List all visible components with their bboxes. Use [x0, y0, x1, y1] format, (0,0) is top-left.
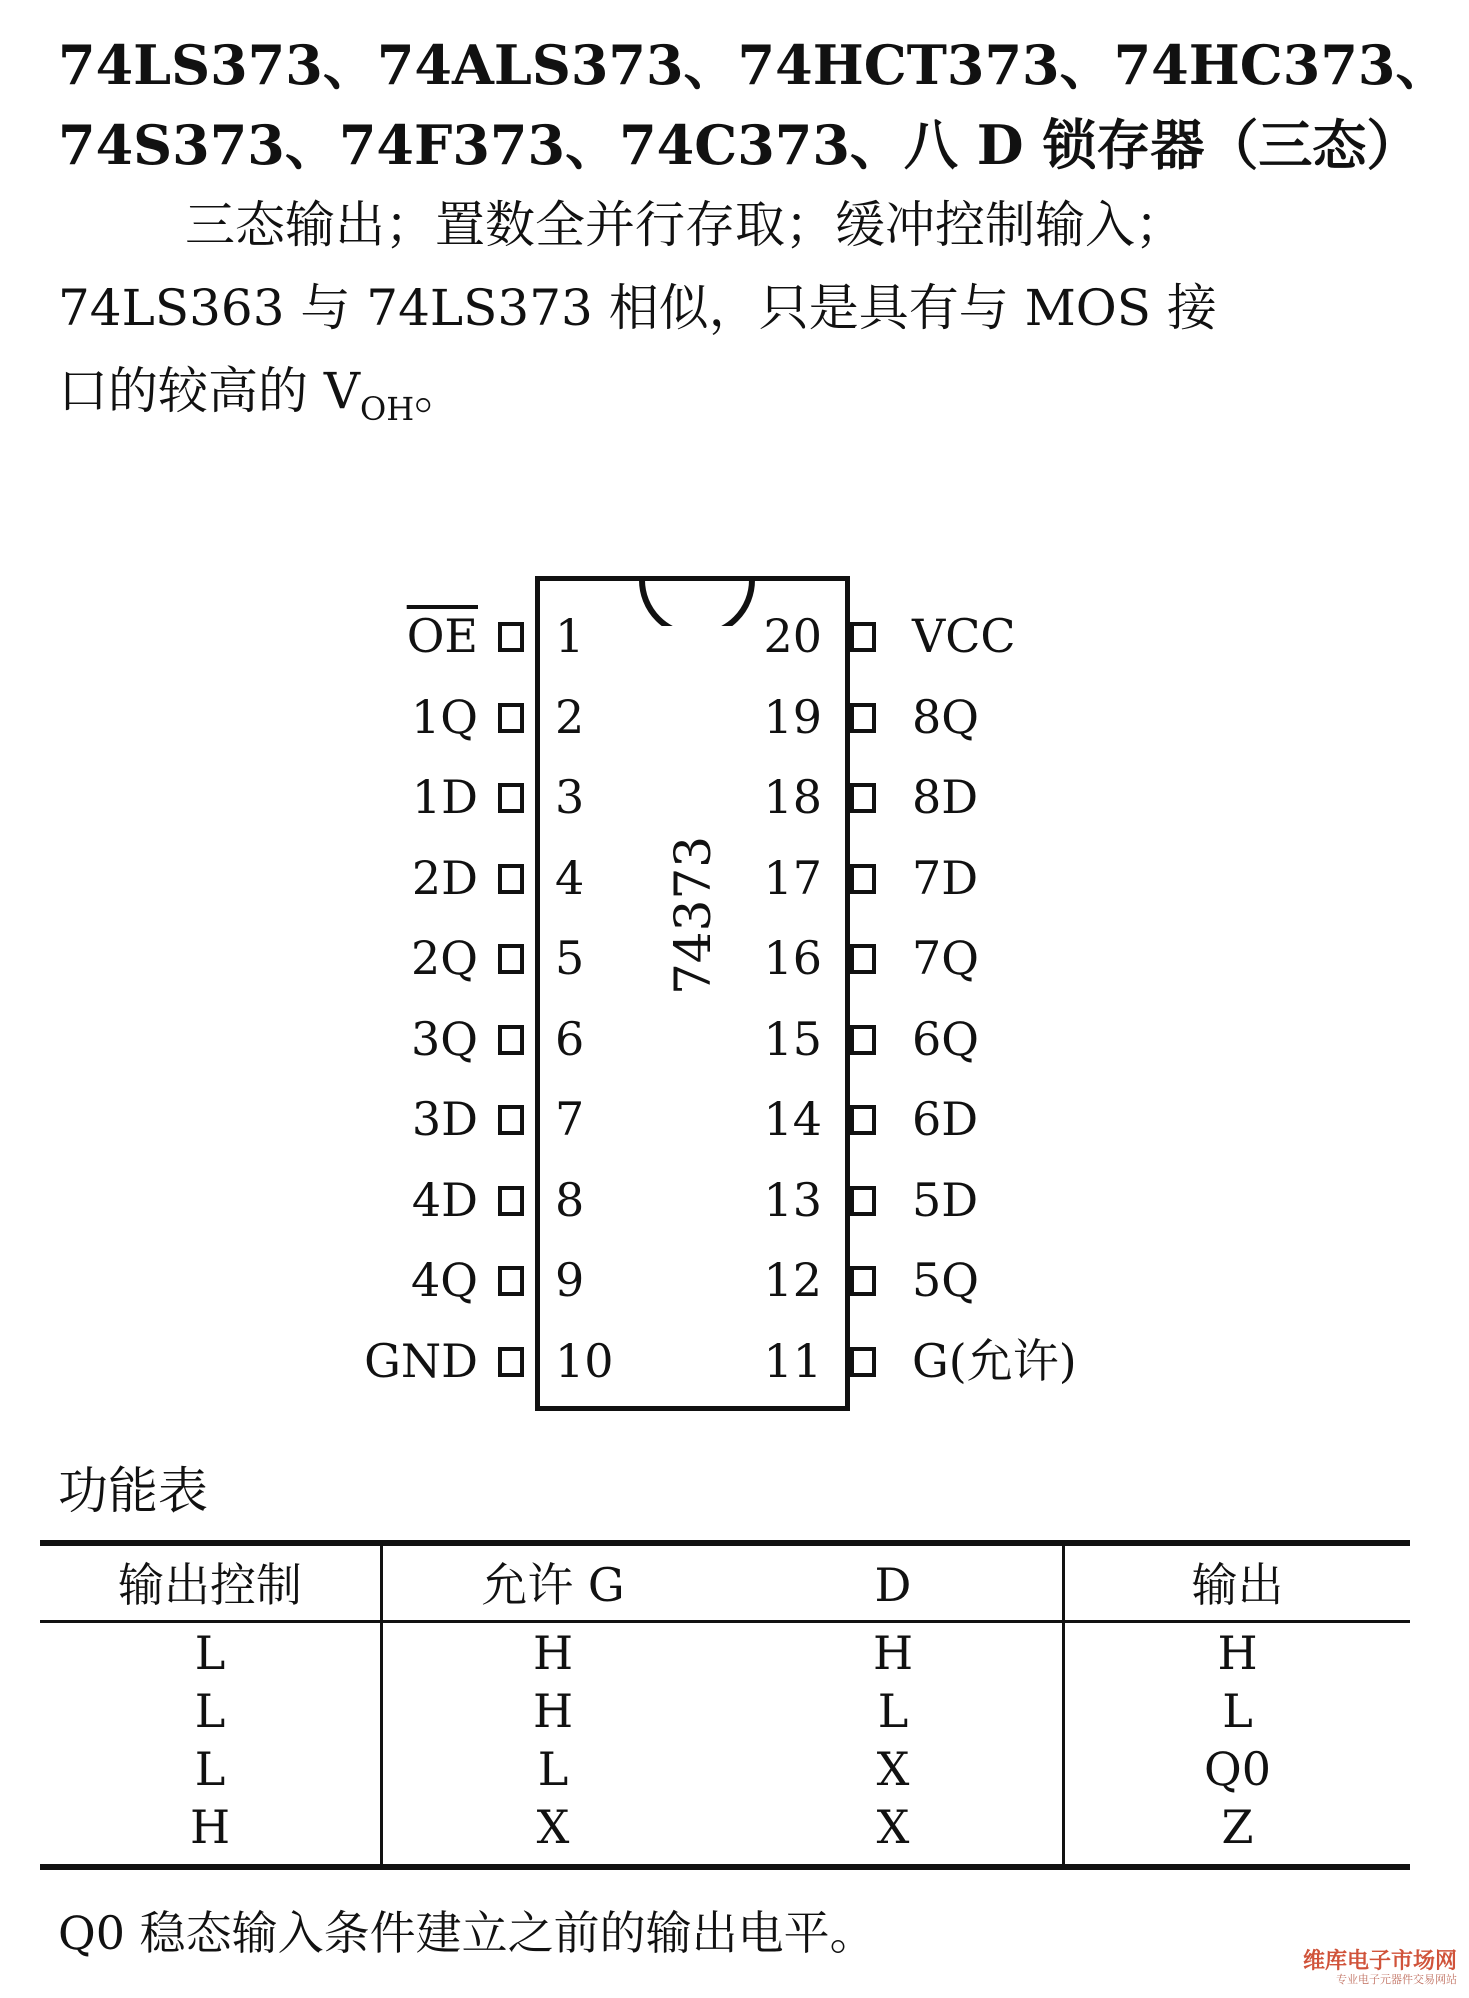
pin-number: 17 — [763, 850, 822, 905]
table-header-rule — [40, 1620, 1410, 1623]
pin-number: 18 — [763, 770, 822, 824]
pin-number: 11 — [763, 1333, 822, 1388]
table-header-d: D — [874, 1558, 912, 1612]
pin-label: VCC — [912, 609, 1016, 663]
table-header-enable-g: 允许 G — [481, 1558, 625, 1612]
watermark-subtitle: 专业电子元器件交易网站 — [1336, 1972, 1457, 1986]
pin-label: 5Q — [912, 1253, 979, 1307]
pin-label: 8Q — [912, 689, 979, 744]
heading-line-2: 74S373、74F373、74C373、八 D 锁存器（三态） — [58, 113, 1421, 177]
table-cell: L — [194, 1684, 226, 1738]
pin-label: 2D — [411, 850, 478, 905]
pin-label: 7Q — [912, 931, 979, 985]
pin-label: 6Q — [912, 1011, 979, 1066]
table-cell: L — [194, 1626, 226, 1680]
pin-number: 5 — [555, 931, 585, 985]
table-cell: L — [537, 1742, 569, 1796]
pin-label: 3Q — [411, 1011, 478, 1066]
pin-number: 16 — [763, 931, 822, 985]
description-line-3-suffix: 。 — [414, 362, 465, 420]
pin-number: 19 — [763, 689, 822, 744]
pin-number: 12 — [763, 1253, 822, 1307]
table-cell: L — [1222, 1684, 1253, 1738]
table-cell: H — [532, 1684, 574, 1738]
pin-number: 6 — [555, 1011, 585, 1066]
watermark-brand: 维库电子市场网 — [1302, 1948, 1457, 1974]
pin-label: 7D — [912, 850, 979, 905]
pin-number: 10 — [555, 1333, 614, 1388]
table-cell: Q0 — [1204, 1742, 1271, 1796]
pin-number: 8 — [555, 1172, 585, 1227]
table-top-rule — [40, 1540, 1410, 1546]
chip-name: 74373 — [664, 835, 722, 995]
function-table-title: 功能表 — [58, 1462, 208, 1520]
pin-label: 6D — [912, 1092, 979, 1146]
pin-label: 8D — [912, 770, 979, 824]
pin-label: 4Q — [411, 1253, 478, 1307]
pin-number: 7 — [555, 1092, 585, 1146]
pin-label: 1Q — [411, 689, 478, 744]
pin-label: 3D — [411, 1092, 478, 1146]
description-line-3-prefix: 口的较高的 V — [58, 362, 361, 420]
table-cell: H — [1217, 1626, 1258, 1680]
pin-label: GND — [364, 1333, 478, 1388]
table-cell: Z — [1221, 1800, 1254, 1854]
footnote: Q0 稳态输入条件建立之前的输出电平。 — [58, 1906, 876, 1960]
table-cell: H — [532, 1626, 574, 1680]
pin-label: 4D — [411, 1172, 478, 1227]
heading-line-1: 74LS373、74ALS373、74HCT373、74HC373、 — [58, 33, 1450, 97]
table-cell: L — [877, 1684, 909, 1738]
table-cell: X — [876, 1800, 910, 1854]
pin-number: 20 — [763, 609, 822, 663]
table-bottom-rule — [40, 1864, 1410, 1870]
pin-number: 1 — [555, 609, 585, 663]
pin-number: 3 — [555, 770, 585, 824]
pin-label: 1D — [411, 770, 478, 824]
table-header-output-control: 输出控制 — [118, 1558, 302, 1612]
pin-number: 15 — [763, 1011, 822, 1066]
watermark-logo — [1303, 1950, 1457, 1986]
pin-label: 2Q — [411, 931, 478, 985]
voh-subscript: OH — [360, 390, 415, 428]
table-cell: L — [194, 1742, 226, 1796]
pin-label: $\overline{OE}$ — [406, 609, 478, 663]
pin-label: G(允许) — [912, 1333, 1077, 1388]
table-header-output: 输出 — [1191, 1558, 1284, 1612]
table-cell: H — [872, 1626, 914, 1680]
table-cell: X — [876, 1742, 910, 1796]
table-cell: X — [536, 1800, 570, 1854]
description-line-2: 74LS363 与 74LS373 相似，只是具有与 MOS 接 — [58, 279, 1217, 337]
pin-number: 9 — [555, 1253, 585, 1307]
pin-number: 2 — [555, 689, 585, 744]
pin-number: 14 — [763, 1092, 822, 1146]
pin-label: 5D — [912, 1172, 979, 1227]
pin-number: 13 — [763, 1172, 822, 1227]
description-line-1: 三态输出；置数全并行存取；缓冲控制输入； — [185, 196, 1185, 254]
pin-number: 4 — [555, 850, 585, 905]
table-cell: H — [189, 1800, 231, 1854]
